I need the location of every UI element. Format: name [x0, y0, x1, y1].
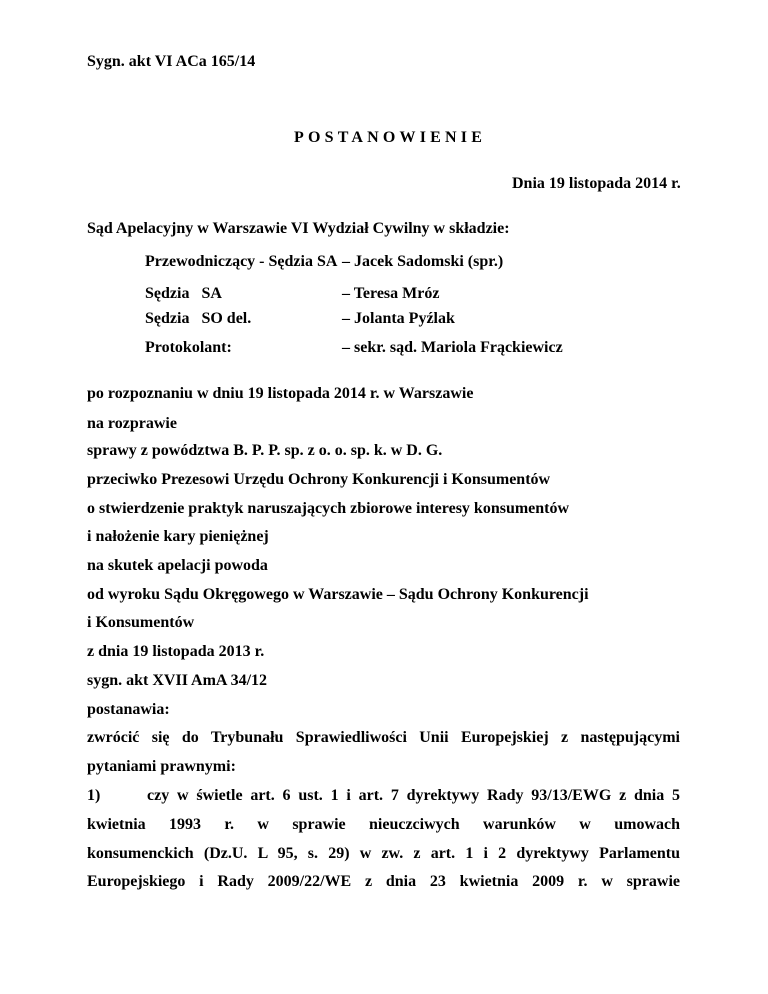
body-line: postanawia: — [87, 701, 170, 718]
panel-member-name: – Jolanta Pyźlak — [342, 310, 455, 327]
body-line: sprawy z powództwa B. P. P. sp. z o. o. sp. k. w D. G. — [87, 442, 443, 459]
request-line: zwrócić się do Trybunału Sprawiedliwości Unii Europejskiej z następującymi — [87, 729, 680, 746]
body-line: na rozprawie — [87, 415, 177, 432]
question-line: konsumenckich (Dz.U. L 95, s. 29) w zw. z art. 1 i 2 dyrektywy Parlamentu — [87, 845, 680, 862]
body-line: i nałożenie kary pieniężnej — [87, 528, 269, 545]
panel-member-name: – sekr. sąd. Mariola Frąckiewicz — [342, 339, 563, 356]
question-number: 1) — [87, 787, 101, 804]
panel-role: Sędzia SA — [145, 285, 222, 302]
panel-role: Sędzia SO del. — [145, 310, 252, 327]
panel-member-name: – Jacek Sadomski (spr.) — [342, 253, 504, 270]
panel-role: Protokolant: — [145, 339, 232, 356]
document-date: Dnia 19 listopada 2014 r. — [512, 175, 681, 192]
panel-row-judge-so — [145, 309, 705, 329]
question-line: czy w świetle art. 6 ust. 1 i art. 7 dyrektywy Rady 93/13/EWG z dnia 5 — [147, 787, 680, 804]
body-line: od wyroku Sądu Okręgowego w Warszawie – Sądu Ochrony Konkurencji — [87, 586, 589, 603]
document-title: POSTANOWIENIE — [294, 129, 487, 146]
question-line: Europejskiego i Rady 2009/22/WE z dnia 23 kwietnia 2009 r. w sprawie — [87, 873, 680, 890]
body-line: o stwierdzenie praktyk naruszających zbiorowe interesy konsumentów — [87, 500, 570, 517]
body-line: i Konsumentów — [87, 614, 195, 631]
body-line: po rozpoznaniu w dniu 19 listopada 2014 r. w Warszawie — [87, 385, 474, 402]
panel-row-presiding — [145, 252, 705, 272]
body-line: na skutek apelacji powoda — [87, 557, 268, 574]
court-composition-intro: Sąd Apelacyjny w Warszawie VI Wydział Cywilny w składzie: — [87, 220, 510, 237]
panel-member-name: – Teresa Mróz — [342, 285, 440, 302]
request-line: pytaniami prawnymi: — [87, 758, 236, 775]
panel-row-clerk — [145, 338, 705, 358]
panel-role: Przewodniczący - Sędzia SA — [145, 253, 338, 270]
body-line: z dnia 19 listopada 2013 r. — [87, 643, 265, 660]
panel-row-judge-sa — [145, 284, 705, 304]
case-reference: Sygn. akt VI ACa 165/14 — [87, 53, 256, 70]
body-line: sygn. akt XVII AmA 34/12 — [87, 672, 268, 689]
question-line: kwietnia 1993 r. w sprawie nieuczciwych warunków w umowach — [87, 816, 680, 833]
body-line: przeciwko Prezesowi Urzędu Ochrony Konkurencji i Konsumentów — [87, 471, 551, 488]
